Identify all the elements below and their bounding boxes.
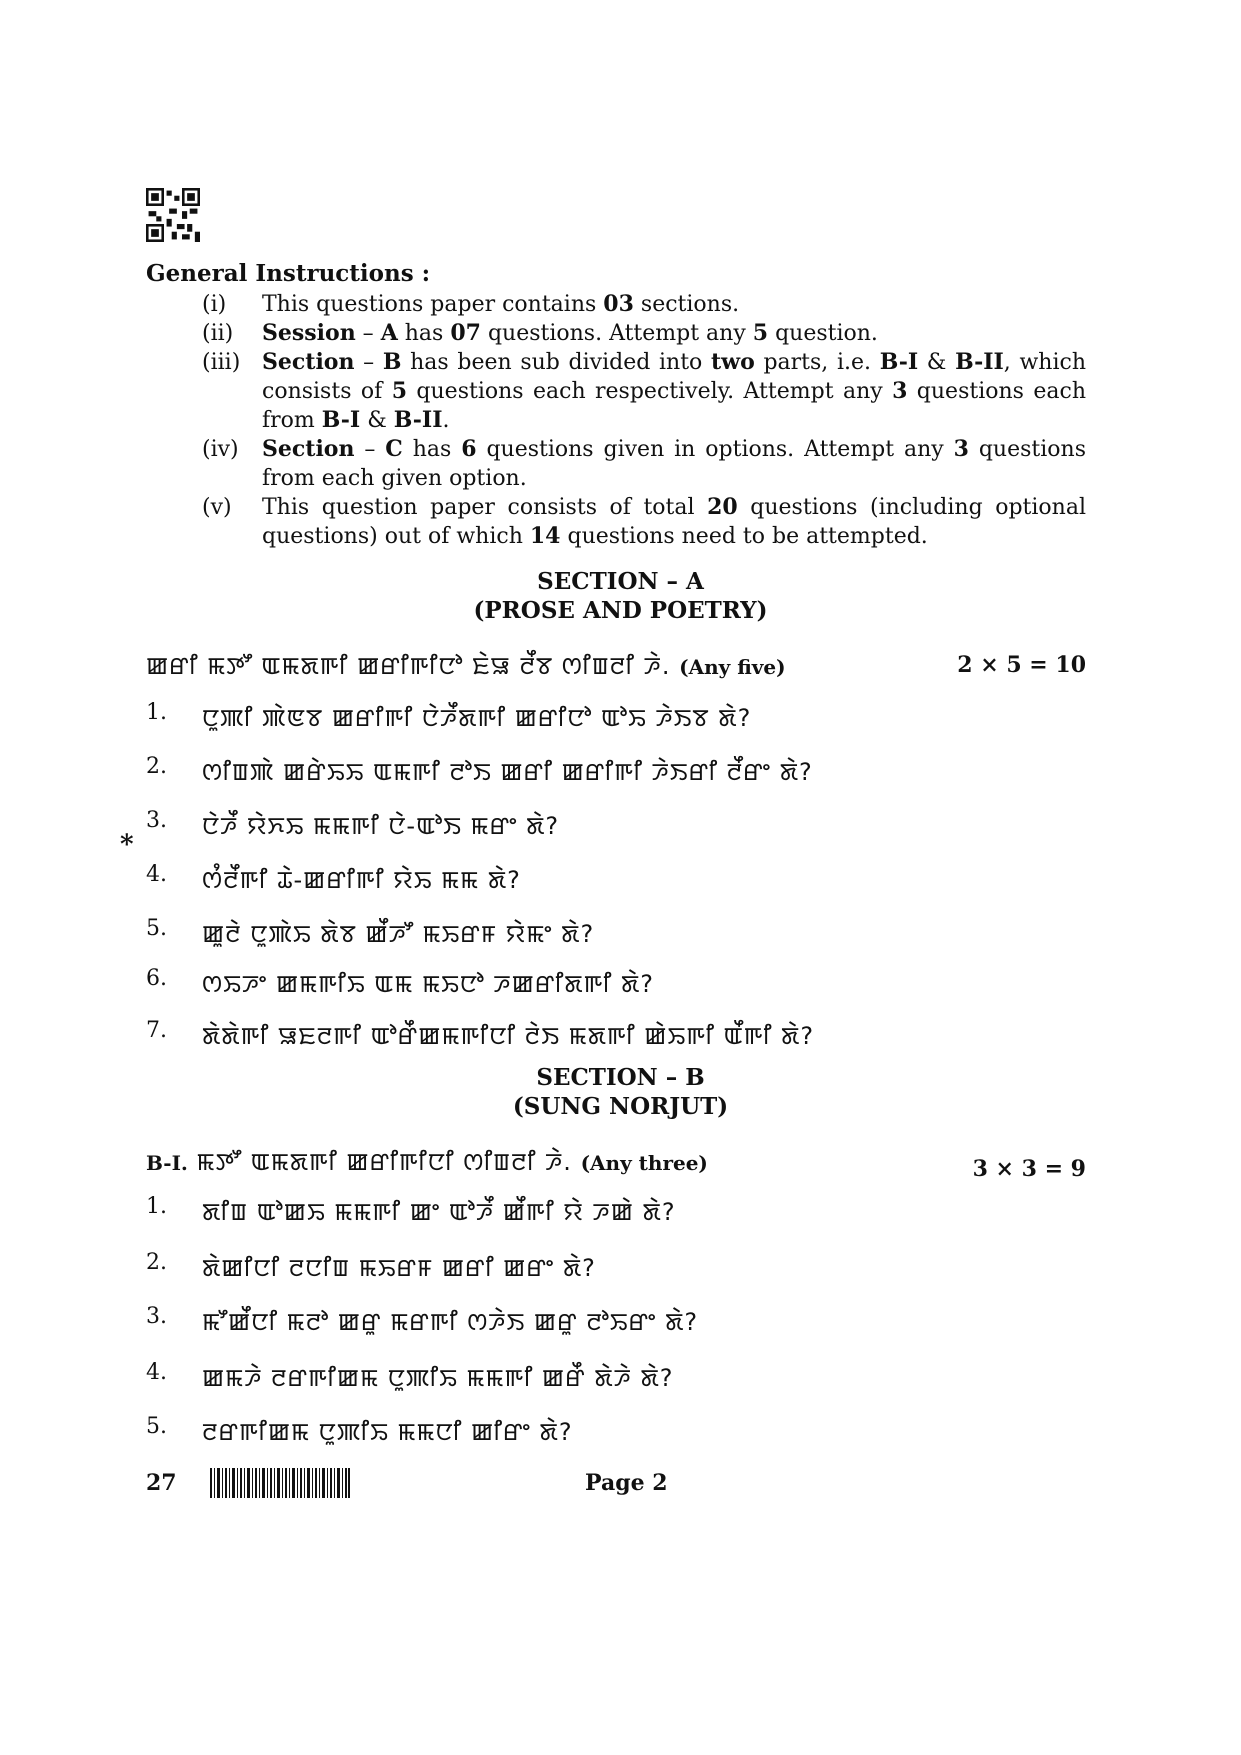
instruction-english: (Any five): [679, 655, 786, 679]
instruction-text: Session – A has 07 questions. Attempt any 5 question.: [262, 320, 878, 346]
question-number: 4.: [146, 862, 167, 887]
question-number: 3.: [146, 1304, 167, 1329]
section-a-instruction-text: [146, 648, 786, 682]
question-text: ꯀꯃꯍꯥ ꯂꯔꯒꯤꯀꯃ ꯅꯨꯄꯤꯢ ꯃꯃꯒꯤ ꯀꯔꯩ ꯗꯥꯍꯥ ꯗꯥ?: [202, 1364, 674, 1392]
instruction-english: (Any three): [580, 1151, 708, 1175]
section-b-marks: 3 × 3 = 9: [972, 1156, 1086, 1182]
instruction-text: This questions paper contains 03 sections.: [262, 291, 740, 317]
question-number: 3.: [146, 808, 167, 833]
question-text: ꯃꯧꯀꯩꯅꯤ ꯃꯂꯣ ꯀꯔꯨ ꯃꯔꯒꯤ ꯁꯍꯥꯏ ꯀꯔꯨ ꯂꯣꯢꯔꯦ ꯗꯥ?: [202, 1308, 699, 1336]
instruction-text: This question paper consists of total 20 questions (including optional questions) out of which 14 questions need to be attempted.: [262, 494, 1086, 549]
section-b-instruction-text: [146, 1144, 708, 1178]
question-number: 1.: [146, 1194, 167, 1219]
question-text: ꯁꯤꯡꯄꯥ ꯀꯔꯥꯢꯢ ꯑꯃꯒꯤ ꯂꯣꯏ ꯀꯔꯤ ꯀꯔꯤꯒꯤ ꯍꯥꯏꯔꯤ ꯂꯩꯔꯦ ꯗꯥ?: [202, 758, 813, 786]
barcode-icon: [210, 1468, 350, 1498]
question-number: 6.: [146, 966, 167, 991]
section-a-heading: [0, 567, 1241, 625]
question-number: 7.: [146, 1018, 167, 1043]
instruction-text: Section – B has been sub divided into two parts, i.e. B-I & B-II, which consists of 5 questions each respectively. Attempt any 3 questions each from B-I & B-II.: [262, 349, 1086, 433]
question-number: 4.: [146, 1360, 167, 1385]
section-a-title: SECTION – A: [537, 568, 704, 595]
instruction-item: [146, 493, 1086, 551]
instruction-item: [146, 319, 1086, 348]
page-number: Page 2: [585, 1470, 668, 1496]
section-b-subtitle: (SUNG NORJUT): [512, 1093, 729, 1120]
instruction-number: (v): [202, 495, 232, 520]
question-text: ꯀꯨꯂꯥ ꯅꯨꯄꯥꯢ ꯗꯥꯕ ꯀꯩꯍꯧ ꯃꯢꯔꯝ ꯌꯥꯃꯦ ꯗꯥ?: [202, 920, 595, 948]
instruction-item: [146, 290, 1086, 319]
section-b-heading: [0, 1063, 1241, 1121]
part-label: B-I.: [146, 1151, 188, 1175]
question-text: ꯁꯢꯍꯦ ꯀꯃꯒꯤꯢ ꯑꯃ ꯃꯢꯅꯣ ꯍꯀꯔꯤꯗꯒꯤ ꯗꯥ?: [202, 970, 654, 998]
question-text: ꯅꯥꯍꯩ ꯌꯥꯈꯢ ꯃꯃꯒꯤ ꯅꯥ-ꯑꯣꯏ ꯃꯔꯦ ꯗꯥ?: [202, 812, 560, 840]
instruction-native: ꯃꯇꯧ ꯑꯃꯗꯒꯤ ꯀꯔꯤꯒꯤꯅꯤ ꯁꯤꯡꯂꯤ ꯍꯥ.: [196, 1148, 572, 1176]
qr-code-icon: [146, 188, 200, 242]
instruction-number: (i): [202, 292, 227, 317]
question-number: 2.: [146, 754, 167, 779]
instruction-number: (iii): [202, 350, 241, 375]
instruction-item: [146, 435, 1086, 493]
question-text: ꯗꯥꯗꯥꯒꯤ ꯎꯐꯂꯒꯤ ꯑꯣꯔꯩꯀꯃꯒꯤꯅꯤ ꯂꯥꯏ ꯃꯗꯒꯤ ꯀꯥꯢꯒꯤ ꯑꯩꯒꯤ ꯗꯥ?: [202, 1022, 815, 1050]
question-text: ꯗꯤꯡ ꯑꯣꯀꯢ ꯃꯃꯒꯤ ꯀꯦ ꯑꯣꯍꯩ ꯀꯩꯒꯤ ꯌꯥ ꯍꯀꯥ ꯗꯥ?: [202, 1198, 676, 1226]
instruction-native: ꯀꯔꯤ ꯃꯇꯧ ꯑꯃꯗꯒꯤ ꯀꯔꯤꯒꯤꯅꯣ ꯐꯥꯎ ꯂꯩꯕ ꯁꯤꯡꯂꯤ ꯍꯥ.: [146, 652, 671, 680]
question-text: ꯁꯪꯂꯩꯒꯤ ꯊꯥ-ꯀꯔꯤꯒꯤ ꯌꯥꯢ ꯃꯃ ꯗꯥ?: [202, 866, 521, 894]
question-number: 5.: [146, 916, 167, 941]
instruction-item: [146, 348, 1086, 435]
paper-code: 27: [146, 1470, 177, 1496]
instruction-number: (iv): [202, 437, 239, 462]
question-text: ꯂꯔꯒꯤꯀꯃ ꯅꯨꯄꯤꯢ ꯃꯃꯅꯤ ꯀꯤꯔꯦ ꯗꯥ?: [202, 1418, 573, 1446]
section-a-marks: 2 × 5 = 10: [957, 652, 1086, 678]
section-b-title: SECTION – B: [536, 1064, 705, 1091]
question-text: ꯅꯨꯄꯤ ꯄꯥꯟꯕ ꯀꯔꯤꯒꯤ ꯅꯥꯍꯩꯗꯒꯤ ꯀꯔꯤꯅꯣ ꯑꯣꯢ ꯍꯥꯏꯕ ꯗꯥ?: [202, 704, 752, 732]
question-text: ꯗꯥꯀꯤꯅꯤ ꯂꯅꯤꯡ ꯃꯢꯔꯝ ꯀꯔꯤ ꯀꯔꯦ ꯗꯥ?: [202, 1254, 596, 1282]
section-a-subtitle: (PROSE AND POETRY): [473, 597, 768, 624]
question-number: 5.: [146, 1414, 167, 1439]
instruction-number: (ii): [202, 321, 234, 346]
instruction-text: Section – C has 6 questions given in options. Attempt any 3 questions from each given option.: [262, 436, 1086, 491]
asterisk-icon: *: [120, 830, 134, 860]
question-number: 1.: [146, 700, 167, 725]
question-number: 2.: [146, 1250, 167, 1275]
general-instructions-list: [146, 290, 1086, 551]
general-instructions-title: General Instructions :: [146, 260, 431, 287]
